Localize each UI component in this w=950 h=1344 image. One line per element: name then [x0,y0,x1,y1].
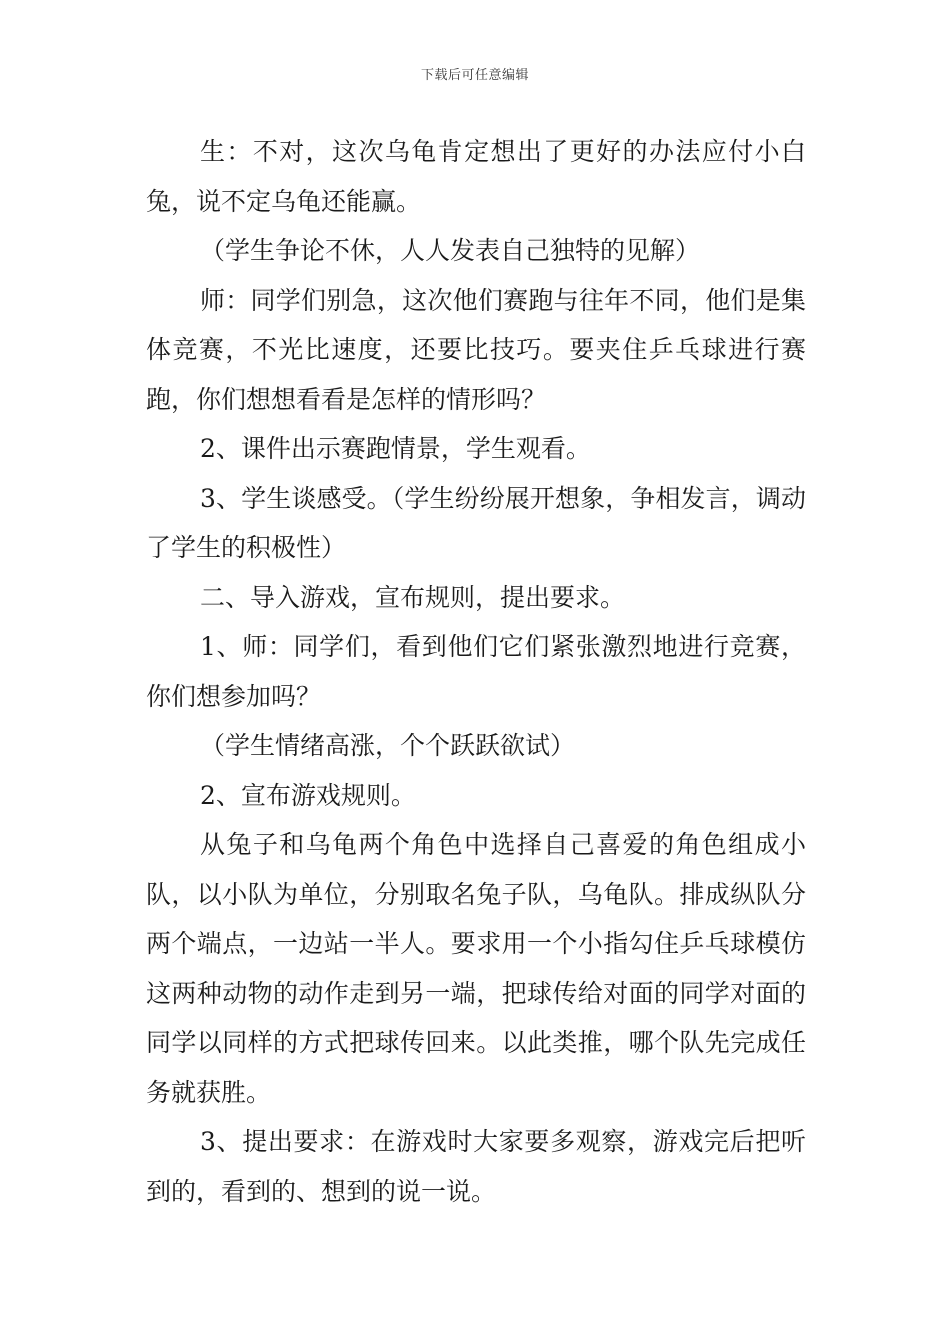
paragraph: 生：不对，这次乌龟肯定想出了更好的办法应付小白兔，说不定乌龟还能赢。 [146,137,806,216]
paragraph: 3、学生谈感受。（学生纷纷展开想象，争相发言，调动了学生的积极性） [146,483,806,562]
page-header: 下载后可任意编辑 [420,68,529,83]
paragraph: （学生情绪高涨，个个跃跃欲试） [200,731,576,760]
paragraph: 3、提出要求：在游戏时大家要多观察，游戏完后把听到的，看到的、想到的说一说。 [146,1127,806,1206]
paragraph: 师：同学们别急，这次他们赛跑与往年不同，他们是集体竞赛，不光比速度，还要比技巧。要夹住乒乓球进行赛跑，你们想想看看是怎样的情形吗？ [146,285,806,414]
paragraph: 二、导入游戏，宣布规则，提出要求。 [200,582,626,612]
paragraph: 从兔子和乌龟两个角色中选择自己喜爱的角色组成小队，以小队为单位，分别取名兔子队，乌龟队。排成纵队分两个端点，一边站一半人。要求用一个小指勾住乒乓球模仿这两种动物的动作走到另一端，把球传给对面的同学对面的同学以同样的方式把球传回来。以此类推，哪个队先完成任务就获胜。 [146,830,806,1107]
document-body [146,127,806,1216]
paragraph: 2、课件出示赛跑情景，学生观看。 [200,434,591,463]
paragraph: 1、师：同学们，看到他们它们紧张激烈地进行竞赛，你们想参加吗？ [146,632,806,711]
paragraph: 2、宣布游戏规则。 [200,780,416,810]
paragraph: （学生争论不休，人人发表自己独特的见解） [200,236,701,265]
